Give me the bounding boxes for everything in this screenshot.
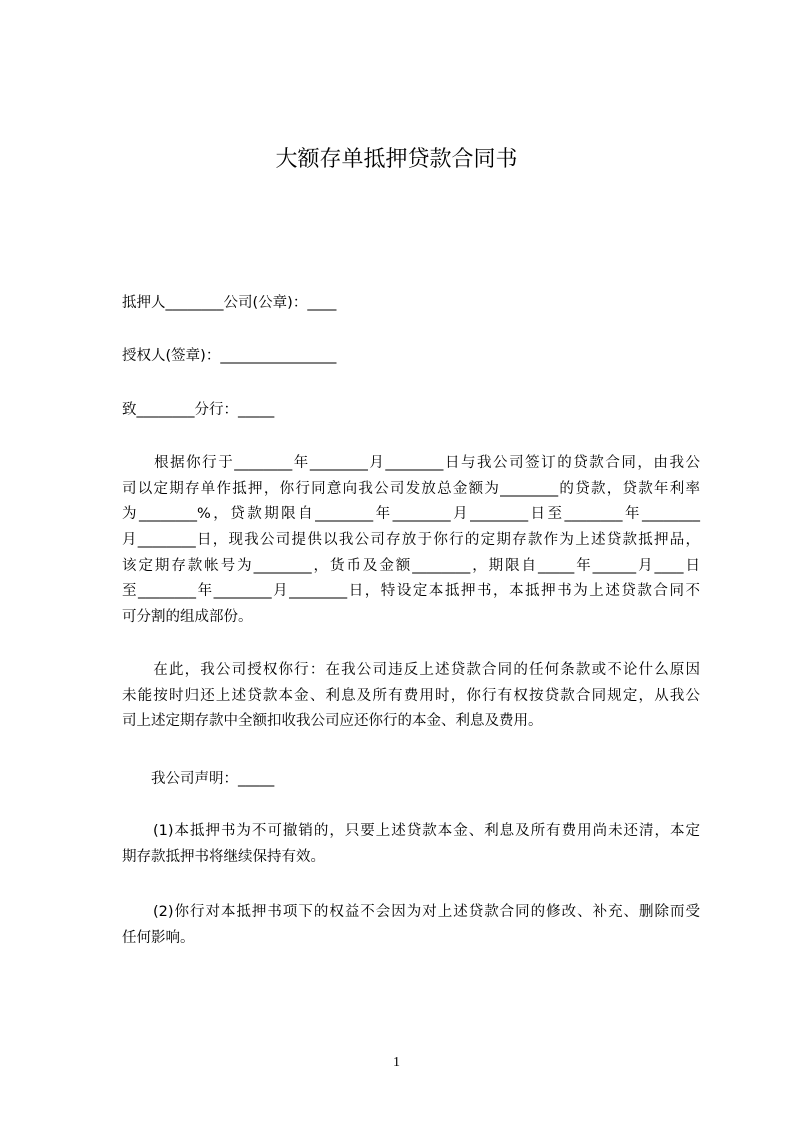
paragraph-authorization — [122, 658, 700, 735]
text-line: (1)本抵押书为不可撤销的，只要上述贷款本金、利息及所有费用尚未还清，本定 — [122, 823, 700, 839]
text-line: 月________日，现我公司提供以我公司存放于你行的定期存款作为上述贷款抵押品， — [122, 532, 700, 549]
document-title: 大额存单抵押贷款合同书 — [275, 147, 518, 172]
text-line: 至________年________月________日，特设定本抵押书，本抵押书为上述贷款合同不 — [122, 583, 700, 600]
text-line: (2)你行对本抵押书项下的权益不会因为对上述贷款合同的修改、补充、删除而受 — [122, 904, 700, 920]
text-line: 在此，我公司授权你行：在我公司违反上述贷款合同的任何条款或不论什么原因 — [122, 662, 700, 678]
text-line: 未能按时归还上述贷款本金、利息及所有费用时，你行有权按贷款合同规定，从我公 — [122, 687, 700, 704]
authorized-person-line: 授权人(签章)：________________ — [122, 348, 337, 364]
text-line: 该定期存款帐号为________，货币及金额________，期限自_____年______月____日 — [122, 557, 700, 574]
text-line: 可分割的组成部份。 — [122, 609, 253, 626]
text-line: 任何影响。 — [122, 929, 195, 946]
paragraph-loan-details — [122, 451, 700, 631]
text-line: 为________%，贷款期限自________年________月________日至________年________ — [122, 506, 700, 523]
paragraph-declaration — [122, 767, 700, 793]
text-line: 司以定期存单作抵押，你行同意向我公司发放总金额为________的贷款，贷款年利率 — [122, 480, 700, 497]
mortgagor-line: 抵押人________公司(公章)：____ — [122, 295, 337, 311]
addressee-line: 致________分行：_____ — [122, 402, 275, 418]
paragraph-clause-1 — [122, 819, 700, 870]
page-number: 1 — [393, 1055, 400, 1070]
text-line: 根据你行于________年________月________日与我公司签订的贷款合同，由我公 — [122, 455, 700, 471]
text-line: 我公司声明：_____ — [122, 771, 275, 787]
text-line: 司上述定期存款中全额扣收我公司应还你行的本金、利息及费用。 — [122, 713, 543, 730]
paragraph-clause-2 — [122, 900, 700, 951]
text-line: 期存款抵押书将继续保持有效。 — [122, 848, 325, 865]
